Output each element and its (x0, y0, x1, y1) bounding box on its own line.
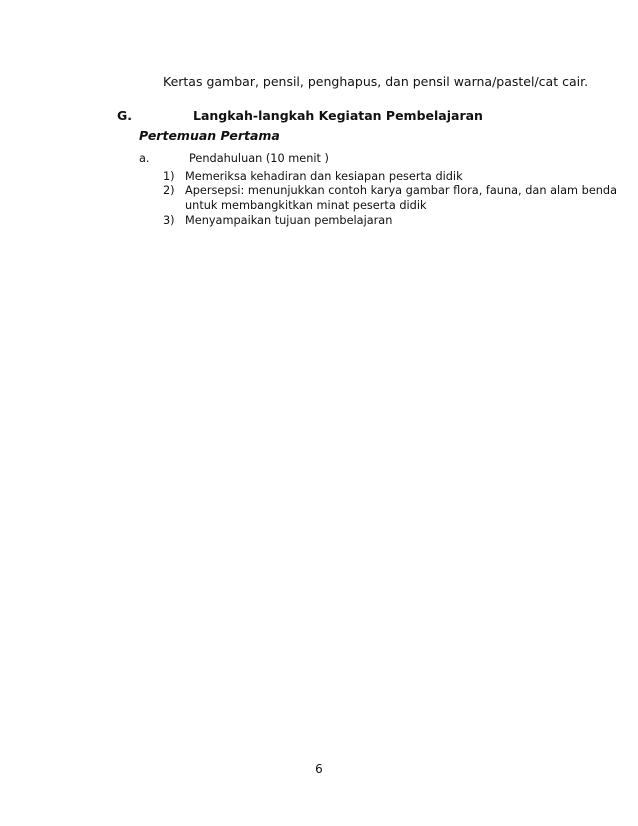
list-item-number: 1) (163, 170, 175, 183)
meeting-heading: Pertemuan Pertama (139, 128, 280, 143)
subsection-heading: Pendahuluan (10 menit ) (189, 152, 329, 165)
list-item-number: 2) (163, 184, 175, 197)
list-item-number: 3) (163, 214, 175, 227)
list-item-text: Memeriksa kehadiran dan kesiapan peserta didik (185, 170, 463, 183)
list-item-text-continuation: untuk membangkitkan minat peserta didik (185, 199, 427, 212)
list-item-text: Menyampaikan tujuan pembelajaran (185, 214, 393, 227)
page-number: 6 (315, 762, 323, 776)
section-letter: G. (117, 108, 133, 123)
section-heading: Langkah-langkah Kegiatan Pembelajaran (193, 108, 483, 123)
subsection-letter: a. (139, 152, 150, 165)
list-item-text: Apersepsi: menunjukkan contoh karya gambar flora, fauna, dan alam benda (185, 184, 618, 197)
materials-line: Kertas gambar, pensil, penghapus, dan pensil warna/pastel/cat cair. (163, 74, 589, 89)
